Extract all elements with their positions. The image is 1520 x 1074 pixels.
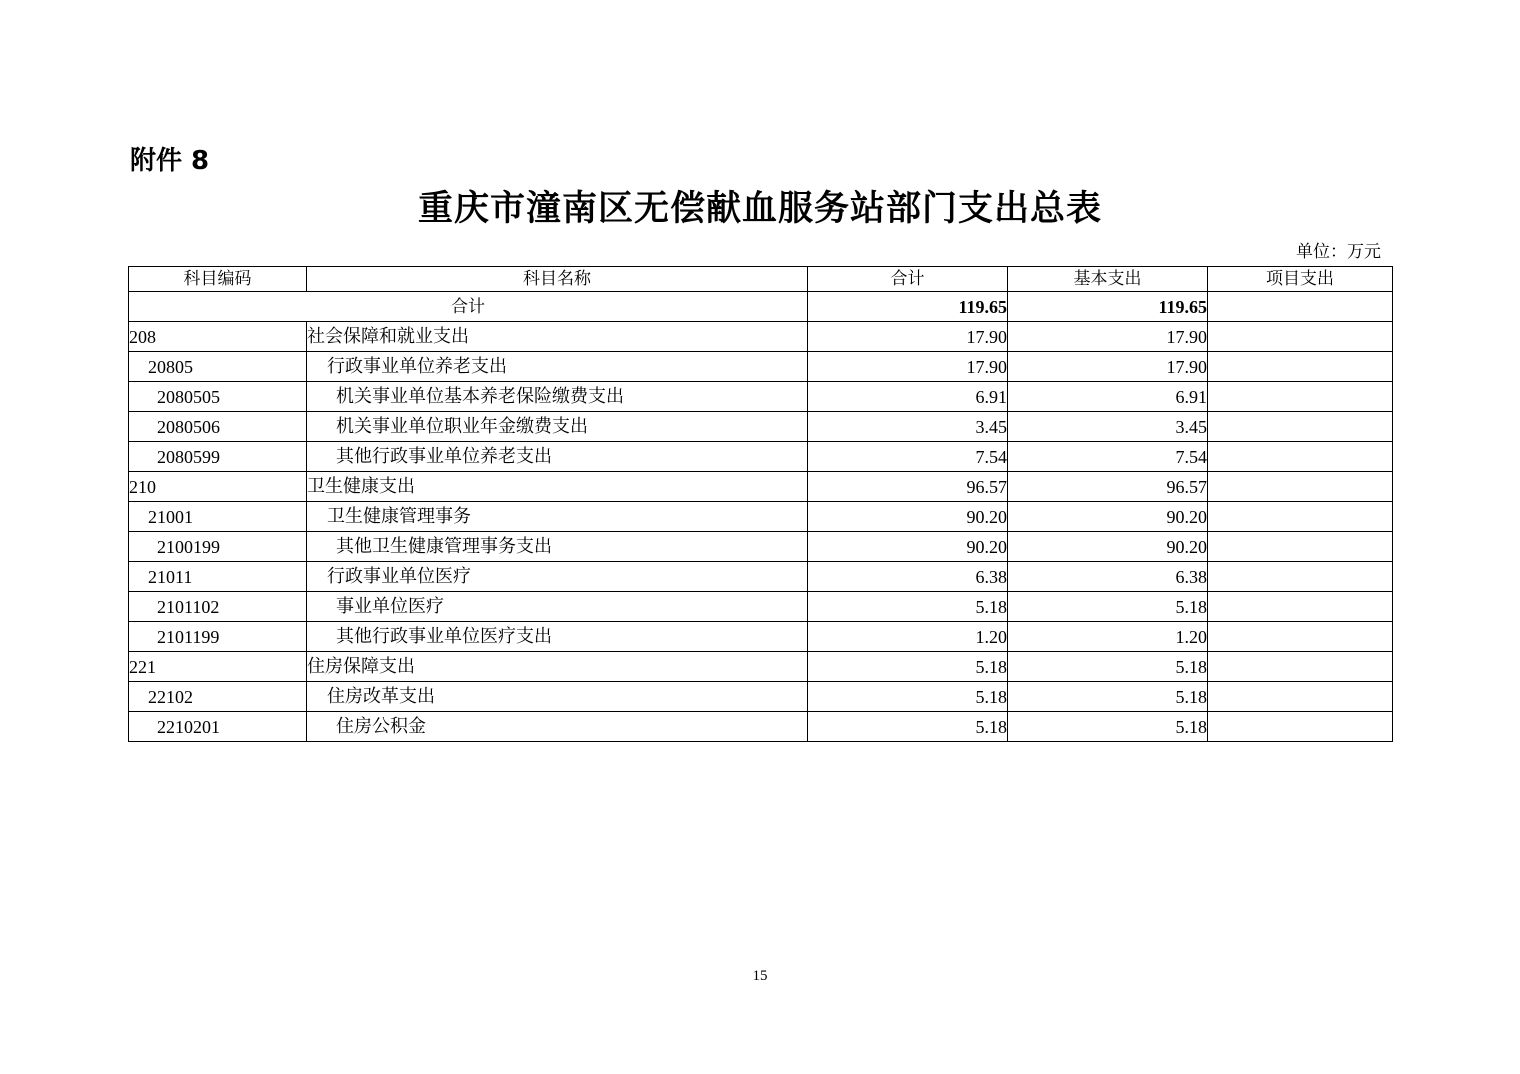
- row-basic: 96.57: [1008, 472, 1208, 502]
- row-name: 事业单位医疗: [307, 592, 808, 622]
- row-name: 卫生健康管理事务: [307, 502, 808, 532]
- table-row: [129, 682, 1393, 712]
- table-row: [129, 322, 1393, 352]
- row-project: [1208, 712, 1393, 742]
- row-code: 21001: [129, 502, 307, 532]
- row-total: 5.18: [808, 712, 1008, 742]
- row-total: 5.18: [808, 652, 1008, 682]
- row-basic: 17.90: [1008, 352, 1208, 382]
- row-name: 住房公积金: [307, 712, 808, 742]
- header-code: 科目编码: [129, 267, 307, 292]
- table-row: [129, 712, 1393, 742]
- row-basic: 7.54: [1008, 442, 1208, 472]
- row-total: 17.90: [808, 322, 1008, 352]
- row-code: 210: [129, 472, 307, 502]
- expenditure-table: [128, 266, 1393, 742]
- row-code: 22102: [129, 682, 307, 712]
- row-name: 社会保障和就业支出: [307, 322, 808, 352]
- row-code: 2101199: [129, 622, 307, 652]
- row-project: [1208, 352, 1393, 382]
- row-basic: 90.20: [1008, 502, 1208, 532]
- row-total: 5.18: [808, 592, 1008, 622]
- row-name: 住房保障支出: [307, 652, 808, 682]
- row-name: 其他行政事业单位医疗支出: [307, 622, 808, 652]
- row-project: [1208, 382, 1393, 412]
- table-row: [129, 442, 1393, 472]
- table-row: [129, 382, 1393, 412]
- row-total: 1.20: [808, 622, 1008, 652]
- table-row: [129, 412, 1393, 442]
- row-code: 2080506: [129, 412, 307, 442]
- row-total: 3.45: [808, 412, 1008, 442]
- page-number: 15: [752, 968, 768, 984]
- row-total: 90.20: [808, 532, 1008, 562]
- total-amount: 119.65: [808, 292, 1008, 322]
- total-basic: 119.65: [1008, 292, 1208, 322]
- table-row: [129, 472, 1393, 502]
- header-project: 项目支出: [1208, 267, 1393, 292]
- row-basic: 5.18: [1008, 682, 1208, 712]
- table-row: [129, 652, 1393, 682]
- table-row: [129, 352, 1393, 382]
- total-label: 合计: [129, 292, 808, 322]
- unit-label: 单位：万元: [1296, 242, 1381, 262]
- row-basic: 5.18: [1008, 652, 1208, 682]
- table-header-row: [129, 267, 1393, 292]
- row-basic: 6.38: [1008, 562, 1208, 592]
- row-project: [1208, 412, 1393, 442]
- row-code: 208: [129, 322, 307, 352]
- row-project: [1208, 622, 1393, 652]
- row-code: 2080599: [129, 442, 307, 472]
- table-row: [129, 502, 1393, 532]
- row-total: 6.91: [808, 382, 1008, 412]
- total-row: [129, 292, 1393, 322]
- page-title: 重庆市潼南区无偿献血服务站部门支出总表: [417, 189, 1102, 229]
- row-name: 住房改革支出: [307, 682, 808, 712]
- row-total: 6.38: [808, 562, 1008, 592]
- row-total: 5.18: [808, 682, 1008, 712]
- row-basic: 6.91: [1008, 382, 1208, 412]
- row-project: [1208, 592, 1393, 622]
- row-total: 90.20: [808, 502, 1008, 532]
- row-project: [1208, 682, 1393, 712]
- row-basic: 17.90: [1008, 322, 1208, 352]
- header-basic: 基本支出: [1008, 267, 1208, 292]
- row-code: 2101102: [129, 592, 307, 622]
- table-row: [129, 532, 1393, 562]
- row-name: 卫生健康支出: [307, 472, 808, 502]
- row-name: 其他卫生健康管理事务支出: [307, 532, 808, 562]
- header-total: 合计: [808, 267, 1008, 292]
- attachment-label: 附件 8: [130, 146, 210, 176]
- row-project: [1208, 502, 1393, 532]
- row-total: 17.90: [808, 352, 1008, 382]
- row-code: 2080505: [129, 382, 307, 412]
- row-code: 221: [129, 652, 307, 682]
- table-row: [129, 592, 1393, 622]
- row-project: [1208, 532, 1393, 562]
- table-row: [129, 622, 1393, 652]
- row-code: 2210201: [129, 712, 307, 742]
- row-name: 机关事业单位职业年金缴费支出: [307, 412, 808, 442]
- total-project: [1208, 292, 1393, 322]
- row-code: 21011: [129, 562, 307, 592]
- table-row: [129, 562, 1393, 592]
- row-basic: 90.20: [1008, 532, 1208, 562]
- row-basic: 3.45: [1008, 412, 1208, 442]
- row-project: [1208, 322, 1393, 352]
- row-project: [1208, 652, 1393, 682]
- row-total: 96.57: [808, 472, 1008, 502]
- row-basic: 1.20: [1008, 622, 1208, 652]
- row-basic: 5.18: [1008, 592, 1208, 622]
- row-total: 7.54: [808, 442, 1008, 472]
- row-project: [1208, 442, 1393, 472]
- header-name: 科目名称: [307, 267, 808, 292]
- row-code: 2100199: [129, 532, 307, 562]
- row-project: [1208, 562, 1393, 592]
- row-name: 机关事业单位基本养老保险缴费支出: [307, 382, 808, 412]
- row-project: [1208, 472, 1393, 502]
- row-name: 行政事业单位养老支出: [307, 352, 808, 382]
- row-name: 其他行政事业单位养老支出: [307, 442, 808, 472]
- row-code: 20805: [129, 352, 307, 382]
- row-name: 行政事业单位医疗: [307, 562, 808, 592]
- row-basic: 5.18: [1008, 712, 1208, 742]
